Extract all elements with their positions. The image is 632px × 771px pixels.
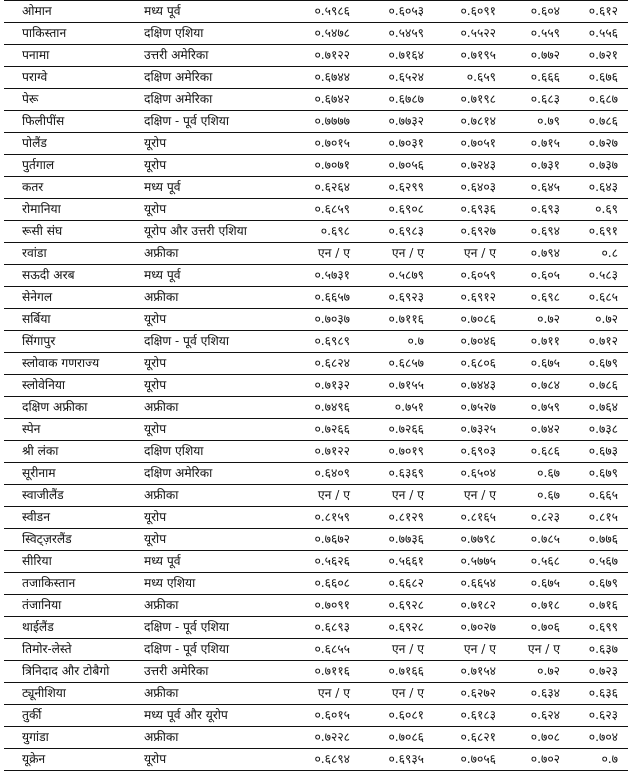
region-cell: उत्तरी अमेरिका xyxy=(134,661,284,683)
region-cell: अफ्रीका xyxy=(134,485,284,507)
table-row xyxy=(4,111,628,133)
table-row xyxy=(4,1,628,23)
value-cell-1: ०.७०७१ xyxy=(284,155,360,177)
region-cell: दक्षिण - पूर्व एशिया xyxy=(134,111,284,133)
value-cell-1: ०.६७४४ xyxy=(284,67,360,89)
value-cell-3: ०.७०५१ xyxy=(434,133,506,155)
value-cell-3: ०.७०२७ xyxy=(434,617,506,639)
value-cell-3: ०.७८१४ xyxy=(434,111,506,133)
region-cell: अफ्रीका xyxy=(134,287,284,309)
country-cell: स्लोवेनिया xyxy=(4,375,134,397)
table-row xyxy=(4,45,628,67)
value-cell-4: ०.५६८ xyxy=(506,551,570,573)
value-cell-3: ०.६९३६ xyxy=(434,199,506,221)
value-cell-2: एन / ए xyxy=(360,485,434,507)
country-cell: स्पेन xyxy=(4,419,134,441)
value-cell-4: ०.७९४ xyxy=(506,243,570,265)
value-cell-2: ०.७७३६ xyxy=(360,529,434,551)
country-cell: पुर्तगाल xyxy=(4,155,134,177)
value-cell-3: ०.५५२२ xyxy=(434,23,506,45)
value-cell-2: एन / ए xyxy=(360,683,434,705)
value-cell-4: ०.६९३ xyxy=(506,199,570,221)
region-cell: मध्य पूर्व xyxy=(134,177,284,199)
value-cell-1: ०.७०१५ xyxy=(284,133,360,155)
value-cell-4: ०.७२ xyxy=(506,309,570,331)
value-cell-1: ०.६८९३ xyxy=(284,617,360,639)
value-cell-1: ०.७१२२ xyxy=(284,441,360,463)
value-cell-2: ०.६६८२ xyxy=(360,573,434,595)
table-row xyxy=(4,221,628,243)
region-cell: मध्य एशिया xyxy=(134,573,284,595)
value-cell-3: ०.६९२७ xyxy=(434,221,506,243)
table-row xyxy=(4,529,628,551)
country-cell: युगांडा xyxy=(4,727,134,749)
value-cell-1: ०.६७४२ xyxy=(284,89,360,111)
value-cell-3: ०.६६५४ xyxy=(434,573,506,595)
value-cell-4: ०.६७५ xyxy=(506,353,570,375)
value-cell-4: ०.६४५ xyxy=(506,177,570,199)
value-cell-1: ०.७०९१ xyxy=(284,595,360,617)
value-cell-3: ०.८१६५ xyxy=(434,507,506,529)
value-cell-1: ०.७०३७ xyxy=(284,309,360,331)
value-cell-2: ०.७ xyxy=(360,331,434,353)
value-cell-3: ०.७१९५ xyxy=(434,45,506,67)
value-cell-5: ०.७२ xyxy=(570,309,628,331)
country-cell: त्रिनिदाद और टोबैगो xyxy=(4,661,134,683)
value-cell-3: ०.६४०३ xyxy=(434,177,506,199)
value-cell-1: ०.६४०९ xyxy=(284,463,360,485)
value-cell-4: ०.६७ xyxy=(506,463,570,485)
value-cell-2: ०.६९२८ xyxy=(360,595,434,617)
value-cell-1: ०.७७७७ xyxy=(284,111,360,133)
value-cell-5: ०.६६५ xyxy=(570,485,628,507)
region-cell: मध्य पूर्व और यूरोप xyxy=(134,705,284,727)
country-cell: रूसी संघ xyxy=(4,221,134,243)
region-cell: मध्य पूर्व xyxy=(134,551,284,573)
value-cell-4: ०.७८५ xyxy=(506,529,570,551)
value-cell-5: ०.६७९ xyxy=(570,573,628,595)
table-row xyxy=(4,727,628,749)
value-cell-2: ०.६९३५ xyxy=(360,749,434,771)
value-cell-3: ०.६८२१ xyxy=(434,727,506,749)
value-cell-3: एन / ए xyxy=(434,243,506,265)
value-cell-2: ०.७१६६ xyxy=(360,661,434,683)
value-cell-5: ०.७८६ xyxy=(570,111,628,133)
value-cell-4: ०.७११ xyxy=(506,331,570,353)
value-cell-5: ०.५८३ xyxy=(570,265,628,287)
value-cell-3: ०.६५९ xyxy=(434,67,506,89)
value-cell-2: ०.५८७९ xyxy=(360,265,434,287)
table-row xyxy=(4,287,628,309)
country-cell: तुर्की xyxy=(4,705,134,727)
value-cell-4: ०.६०४ xyxy=(506,1,570,23)
region-cell: दक्षिण अमेरिका xyxy=(134,463,284,485)
value-cell-5: ०.७१६ xyxy=(570,595,628,617)
country-cell: स्वाजीलैंड xyxy=(4,485,134,507)
value-cell-5: ०.७१२ xyxy=(570,331,628,353)
value-cell-3: ०.७१८२ xyxy=(434,595,506,617)
value-cell-5: ०.५५६ xyxy=(570,23,628,45)
value-cell-4: ०.६८३ xyxy=(506,89,570,111)
country-cell: सीरिया xyxy=(4,551,134,573)
table-row xyxy=(4,353,628,375)
value-cell-5: ०.६२३ xyxy=(570,705,628,727)
value-cell-5: ०.६८७ xyxy=(570,89,628,111)
region-cell: दक्षिण एशिया xyxy=(134,441,284,463)
value-cell-1: एन / ए xyxy=(284,485,360,507)
region-cell: यूरोप xyxy=(134,749,284,771)
value-cell-1: ०.६६५७ xyxy=(284,287,360,309)
value-cell-5: ०.७२३ xyxy=(570,661,628,683)
value-cell-5: ०.६७९ xyxy=(570,463,628,485)
table-row xyxy=(4,617,628,639)
region-cell: अफ्रीका xyxy=(134,243,284,265)
value-cell-2: ०.७७३२ xyxy=(360,111,434,133)
value-cell-2: ०.६९२८ xyxy=(360,617,434,639)
value-cell-1: ०.६८५९ xyxy=(284,199,360,221)
value-cell-4: ०.७०८ xyxy=(506,727,570,749)
table-row xyxy=(4,661,628,683)
region-cell: यूरोप xyxy=(134,375,284,397)
value-cell-2: ०.५४५९ xyxy=(360,23,434,45)
value-cell-3: ०.६०९१ xyxy=(434,1,506,23)
value-cell-5: ०.६३६ xyxy=(570,683,628,705)
region-cell: मध्य पूर्व xyxy=(134,265,284,287)
region-cell: मध्य पूर्व xyxy=(134,1,284,23)
value-cell-4: ०.७९ xyxy=(506,111,570,133)
region-cell: यूरोप xyxy=(134,133,284,155)
value-cell-3: ०.७२४३ xyxy=(434,155,506,177)
value-cell-5: ०.६१२ xyxy=(570,1,628,23)
value-cell-1: ०.७११६ xyxy=(284,661,360,683)
value-cell-2: ०.६३६९ xyxy=(360,463,434,485)
value-cell-5: ०.७३७ xyxy=(570,155,628,177)
value-cell-2: ०.७१५५ xyxy=(360,375,434,397)
value-cell-1: ०.६२६४ xyxy=(284,177,360,199)
country-cell: पराग्वे xyxy=(4,67,134,89)
table-body xyxy=(4,1,628,771)
value-cell-5: ०.६३७ xyxy=(570,639,628,661)
country-cell: श्री लंका xyxy=(4,441,134,463)
value-cell-2: ०.६९८३ xyxy=(360,221,434,243)
country-cell: सूरीनाम xyxy=(4,463,134,485)
table-row xyxy=(4,67,628,89)
country-cell: सऊदी अरब xyxy=(4,265,134,287)
value-cell-3: ०.७१५४ xyxy=(434,661,506,683)
value-cell-2: ०.७१६४ xyxy=(360,45,434,67)
value-cell-5: ०.७८६ xyxy=(570,375,628,397)
value-cell-3: ०.६१८३ xyxy=(434,705,506,727)
value-cell-1: ०.६९८ xyxy=(284,221,360,243)
table-row xyxy=(4,265,628,287)
value-cell-1: ०.६८५५ xyxy=(284,639,360,661)
value-cell-5: ०.६९१ xyxy=(570,221,628,243)
value-cell-1: ०.५९८६ xyxy=(284,1,360,23)
value-cell-1: एन / ए xyxy=(284,243,360,265)
value-cell-1: ०.७४९६ xyxy=(284,397,360,419)
value-cell-4: ०.७१५ xyxy=(506,133,570,155)
value-cell-4: ०.६०५ xyxy=(506,265,570,287)
value-cell-4: ०.६२४ xyxy=(506,705,570,727)
value-cell-4: ०.६९४ xyxy=(506,221,570,243)
value-cell-1: ०.७६७२ xyxy=(284,529,360,551)
region-cell: दक्षिण अमेरिका xyxy=(134,67,284,89)
value-cell-2: ०.७०३१ xyxy=(360,133,434,155)
value-cell-5: ०.६८५ xyxy=(570,287,628,309)
value-cell-2: ०.६८५७ xyxy=(360,353,434,375)
country-cell: थाईलैंड xyxy=(4,617,134,639)
value-cell-2: ०.७०१९ xyxy=(360,441,434,463)
table-row xyxy=(4,419,628,441)
region-cell: अफ्रीका xyxy=(134,397,284,419)
value-cell-3: ०.५७७५ xyxy=(434,551,506,573)
region-cell: अफ्रीका xyxy=(134,595,284,617)
value-cell-2: ०.७०५६ xyxy=(360,155,434,177)
value-cell-1: ०.६८९४ xyxy=(284,749,360,771)
value-cell-1: ०.७१३२ xyxy=(284,375,360,397)
value-cell-1: ०.७१२२ xyxy=(284,45,360,67)
value-cell-1: ०.६०१५ xyxy=(284,705,360,727)
value-cell-4: ०.६८६ xyxy=(506,441,570,463)
country-cell: तजाकिस्तान xyxy=(4,573,134,595)
table-row xyxy=(4,243,628,265)
region-cell: दक्षिण - पूर्व एशिया xyxy=(134,617,284,639)
table-row xyxy=(4,89,628,111)
value-cell-5: ०.६४३ xyxy=(570,177,628,199)
value-cell-5: ०.७ xyxy=(570,749,628,771)
value-cell-2: ०.७११६ xyxy=(360,309,434,331)
value-cell-1: ०.५४७८ xyxy=(284,23,360,45)
country-cell: रोमानिया xyxy=(4,199,134,221)
value-cell-1: ०.६८२४ xyxy=(284,353,360,375)
region-cell: दक्षिण एशिया xyxy=(134,23,284,45)
table-row xyxy=(4,199,628,221)
region-cell: उत्तरी अमेरिका xyxy=(134,45,284,67)
value-cell-1: ०.५६२६ xyxy=(284,551,360,573)
value-cell-5: ०.८ xyxy=(570,243,628,265)
value-cell-4: ०.६७ xyxy=(506,485,570,507)
region-cell: दक्षिण अमेरिका xyxy=(134,89,284,111)
value-cell-3: ०.६९१२ xyxy=(434,287,506,309)
value-cell-2: ०.६०५३ xyxy=(360,1,434,23)
country-cell: तंजानिया xyxy=(4,595,134,617)
country-cell: दक्षिण अफ्रीका xyxy=(4,397,134,419)
value-cell-4: ०.७४२ xyxy=(506,419,570,441)
country-cell: रवांडा xyxy=(4,243,134,265)
country-cell: तिमोर-लेस्ते xyxy=(4,639,134,661)
value-cell-4: एन / ए xyxy=(506,639,570,661)
value-cell-1: ०.७२६६ xyxy=(284,419,360,441)
value-cell-2: ०.८१२९ xyxy=(360,507,434,529)
value-cell-2: एन / ए xyxy=(360,639,434,661)
country-cell: पोलैंड xyxy=(4,133,134,155)
value-cell-3: ०.७१९८ xyxy=(434,89,506,111)
value-cell-3: ०.७५२७ xyxy=(434,397,506,419)
value-cell-2: ०.७२६६ xyxy=(360,419,434,441)
value-cell-4: ०.६९८ xyxy=(506,287,570,309)
value-cell-2: ०.७०८६ xyxy=(360,727,434,749)
value-cell-4: ०.७१८ xyxy=(506,595,570,617)
value-cell-3: ०.६८०६ xyxy=(434,353,506,375)
region-cell: अफ्रीका xyxy=(134,727,284,749)
region-cell: यूरोप xyxy=(134,529,284,551)
value-cell-5: ०.६७६ xyxy=(570,67,628,89)
country-cell: पाकिस्तान xyxy=(4,23,134,45)
value-cell-4: ०.७८४ xyxy=(506,375,570,397)
value-cell-5: ०.८१५ xyxy=(570,507,628,529)
value-cell-5: ०.७३८ xyxy=(570,419,628,441)
value-cell-1: एन / ए xyxy=(284,683,360,705)
value-cell-2: ०.६९०८ xyxy=(360,199,434,221)
country-cell: ओमान xyxy=(4,1,134,23)
value-cell-5: ०.७२७ xyxy=(570,133,628,155)
region-cell: यूरोप xyxy=(134,199,284,221)
region-cell: यूरोप xyxy=(134,353,284,375)
value-cell-2: एन / ए xyxy=(360,243,434,265)
value-cell-3: ०.६०५९ xyxy=(434,265,506,287)
value-cell-1: ०.५७३१ xyxy=(284,265,360,287)
value-cell-5: ०.५६७ xyxy=(570,551,628,573)
table-row xyxy=(4,177,628,199)
value-cell-5: ०.७७६ xyxy=(570,529,628,551)
region-cell: दक्षिण - पूर्व एशिया xyxy=(134,639,284,661)
country-cell: ट्यूनीशिया xyxy=(4,683,134,705)
value-cell-3: एन / ए xyxy=(434,485,506,507)
country-cell: सिंगापुर xyxy=(4,331,134,353)
value-cell-2: ०.६५२४ xyxy=(360,67,434,89)
value-cell-4: ०.७७२ xyxy=(506,45,570,67)
value-cell-2: ०.६२९९ xyxy=(360,177,434,199)
value-cell-3: ०.७०८६ xyxy=(434,309,506,331)
value-cell-3: ०.७३२५ xyxy=(434,419,506,441)
value-cell-5: ०.६७९ xyxy=(570,353,628,375)
value-cell-3: ०.६५०४ xyxy=(434,463,506,485)
table-row xyxy=(4,23,628,45)
table-row xyxy=(4,573,628,595)
table-row xyxy=(4,397,628,419)
value-cell-4: ०.७३१ xyxy=(506,155,570,177)
table-row xyxy=(4,683,628,705)
value-cell-1: ०.६६०८ xyxy=(284,573,360,595)
table-row xyxy=(4,441,628,463)
region-cell: यूरोप xyxy=(134,507,284,529)
table-row xyxy=(4,133,628,155)
table-row xyxy=(4,551,628,573)
value-cell-4: ०.६६६ xyxy=(506,67,570,89)
table-row xyxy=(4,639,628,661)
country-cell: स्वीडन xyxy=(4,507,134,529)
table-row xyxy=(4,507,628,529)
table-row xyxy=(4,375,628,397)
region-cell: यूरोप xyxy=(134,309,284,331)
value-cell-4: ०.६७५ xyxy=(506,573,570,595)
value-cell-5: ०.६९ xyxy=(570,199,628,221)
country-cell: स्विट्ज़रलैंड xyxy=(4,529,134,551)
region-cell: अफ्रीका xyxy=(134,683,284,705)
value-cell-3: ०.७०४६ xyxy=(434,331,506,353)
value-cell-4: ०.८२३ xyxy=(506,507,570,529)
value-cell-1: ०.७२२८ xyxy=(284,727,360,749)
table-row xyxy=(4,463,628,485)
country-cell: यूक्रेन xyxy=(4,749,134,771)
country-cell: फिलीपींस xyxy=(4,111,134,133)
value-cell-5: ०.६९९ xyxy=(570,617,628,639)
value-cell-1: ०.६९८९ xyxy=(284,331,360,353)
value-cell-4: ०.६३४ xyxy=(506,683,570,705)
value-cell-2: ०.५६६१ xyxy=(360,551,434,573)
value-cell-5: ०.७२१ xyxy=(570,45,628,67)
value-cell-3: ०.७४४३ xyxy=(434,375,506,397)
region-cell: यूरोप और उत्तरी एशिया xyxy=(134,221,284,243)
value-cell-5: ०.७०४ xyxy=(570,727,628,749)
value-cell-4: ०.७५९ xyxy=(506,397,570,419)
region-cell: दक्षिण - पूर्व एशिया xyxy=(134,331,284,353)
value-cell-5: ०.६७३ xyxy=(570,441,628,463)
table-row xyxy=(4,595,628,617)
region-cell: यूरोप xyxy=(134,155,284,177)
value-cell-4: ०.७०६ xyxy=(506,617,570,639)
country-cell: सेनेगल xyxy=(4,287,134,309)
data-table xyxy=(4,0,628,771)
table-row xyxy=(4,155,628,177)
value-cell-3: ०.७०५६ xyxy=(434,749,506,771)
country-cell: पेरू xyxy=(4,89,134,111)
value-cell-3: ०.६९०३ xyxy=(434,441,506,463)
value-cell-2: ०.६०८१ xyxy=(360,705,434,727)
table-row xyxy=(4,331,628,353)
country-cell: कतर xyxy=(4,177,134,199)
value-cell-4: ०.५५९ xyxy=(506,23,570,45)
value-cell-2: ०.७५१ xyxy=(360,397,434,419)
table-row xyxy=(4,309,628,331)
table-row xyxy=(4,485,628,507)
value-cell-4: ०.७२ xyxy=(506,661,570,683)
value-cell-2: ०.६९२३ xyxy=(360,287,434,309)
value-cell-3: ०.७७९८ xyxy=(434,529,506,551)
country-cell: सर्बिया xyxy=(4,309,134,331)
region-cell: यूरोप xyxy=(134,419,284,441)
country-cell: पनामा xyxy=(4,45,134,67)
value-cell-2: ०.६७८७ xyxy=(360,89,434,111)
value-cell-1: ०.८१५९ xyxy=(284,507,360,529)
value-cell-5: ०.७६४ xyxy=(570,397,628,419)
value-cell-4: ०.७०२ xyxy=(506,749,570,771)
table-row xyxy=(4,705,628,727)
value-cell-3: एन / ए xyxy=(434,639,506,661)
value-cell-3: ०.६२७२ xyxy=(434,683,506,705)
country-cell: स्लोवाक गणराज्य xyxy=(4,353,134,375)
